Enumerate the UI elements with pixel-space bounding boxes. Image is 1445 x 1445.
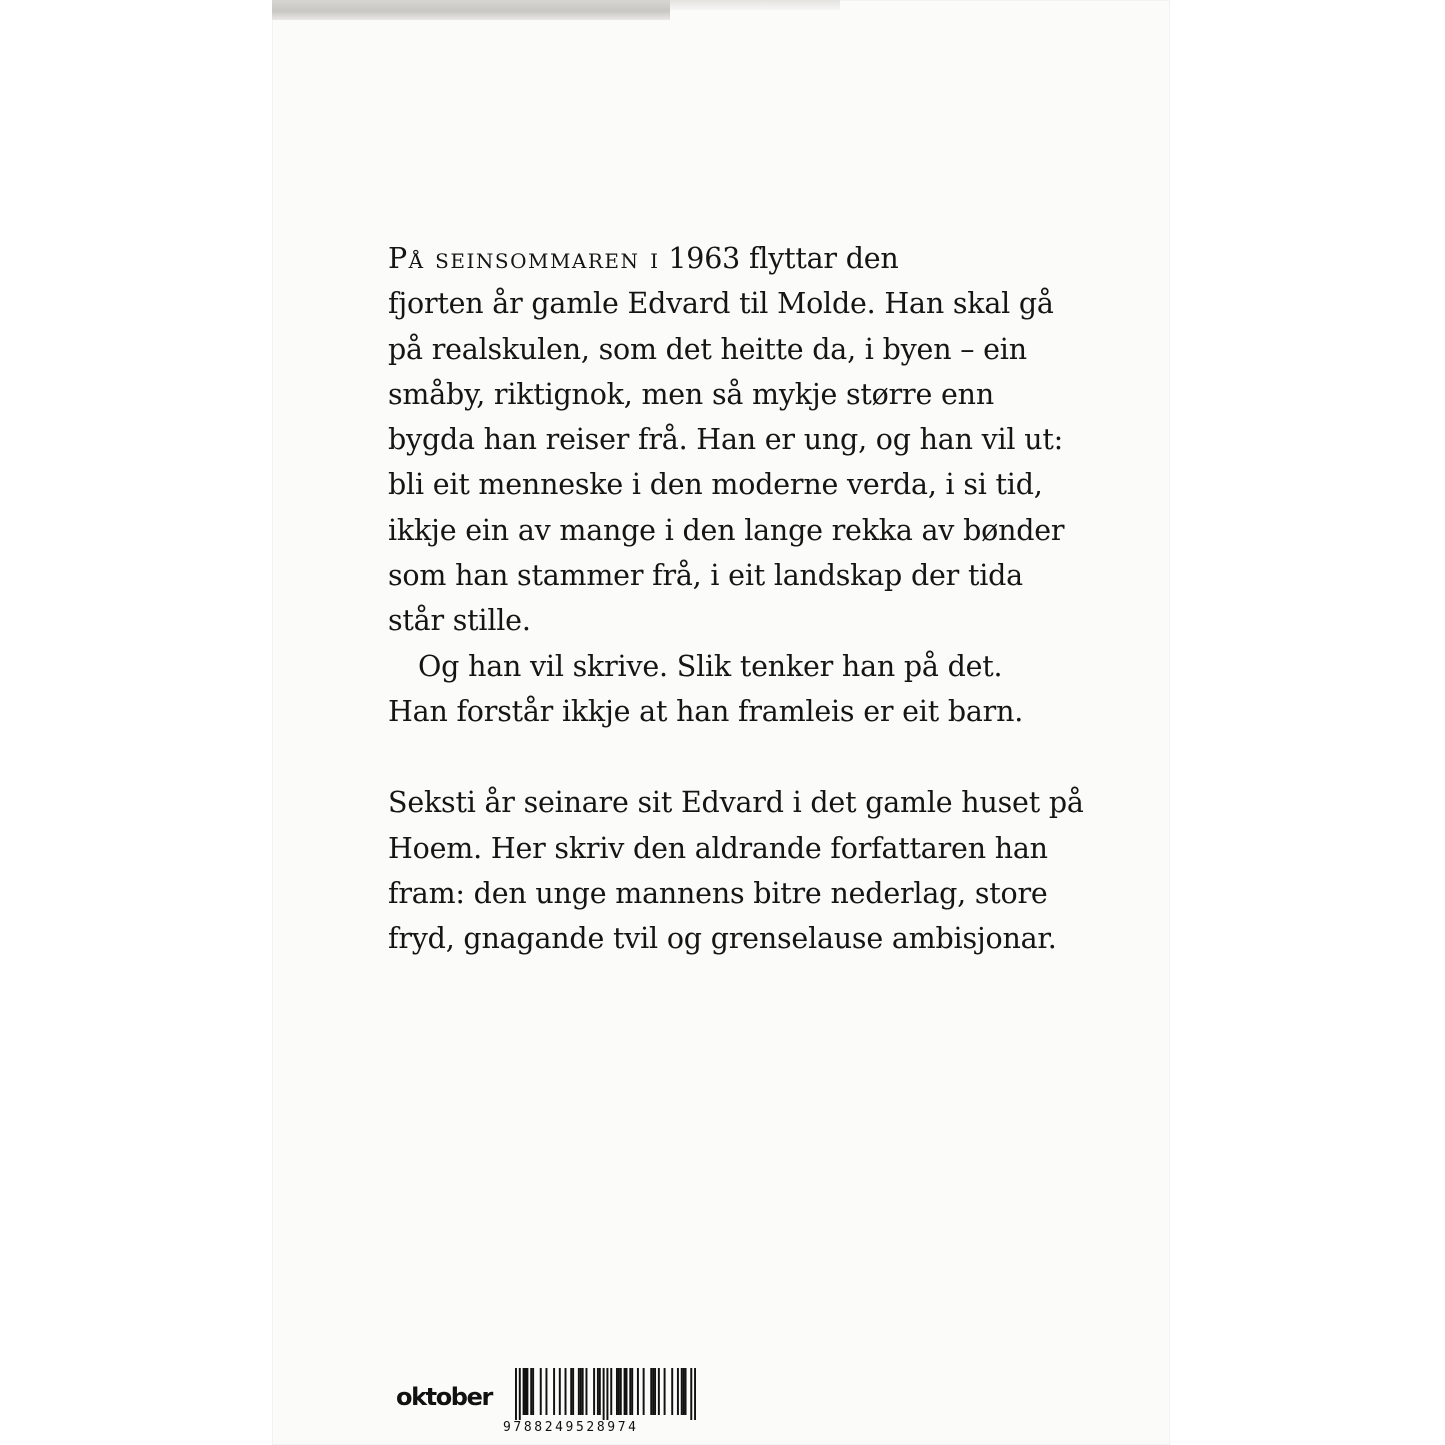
blurb-line: Og han vil skrive. Slik tenker han på det. (418, 649, 1003, 683)
blurb-line: fram: den unge mannens bitre nederlag, store (388, 876, 1048, 910)
blurb-line: som han stammer frå, i eit landskap der tida (388, 559, 1023, 593)
barcode-bar (515, 1368, 517, 1420)
blurb-line: Hoem. Her skriv den aldrande forfattaren han (388, 831, 1048, 865)
barcode-bar (671, 1368, 673, 1415)
barcode-bar (559, 1368, 561, 1415)
blurb-opening-smallcaps: På seinsommaren i (388, 242, 660, 275)
barcode-bar (685, 1368, 687, 1415)
blurb-line: småby, riktignok, men så mykje større enn (388, 377, 994, 411)
barcode-bar (650, 1368, 652, 1415)
publisher-logo: oktober (396, 1383, 492, 1411)
barcode-bar (683, 1368, 685, 1415)
barcode-bar (626, 1368, 628, 1415)
blurb-line: fryd, gnagande tvil og grenselause ambisjonar. (388, 922, 1057, 956)
blurb-line: bli eit menneske i den moderne verda, i si tid, (388, 468, 1043, 502)
barcode-bar (525, 1368, 527, 1415)
barcode-bar (597, 1368, 599, 1415)
isbn-barcode (515, 1368, 696, 1420)
barcode-bar (593, 1368, 595, 1415)
barcode-bar (553, 1368, 555, 1415)
barcode-bar (618, 1368, 620, 1415)
barcode-bar (652, 1368, 654, 1415)
barcode-bar (570, 1368, 572, 1415)
barcode-bar (582, 1368, 584, 1415)
isbn-number: 9788249528974 (503, 1420, 639, 1435)
blurb-line: står stille. (388, 604, 531, 638)
barcode-bar (624, 1368, 626, 1415)
barcode-bar (599, 1368, 601, 1415)
blurb-paragraph-3 (388, 780, 1148, 961)
barcode-bar (690, 1368, 692, 1420)
barcode-bar (681, 1368, 683, 1415)
blurb-text (388, 236, 1148, 961)
barcode-bar (610, 1368, 612, 1415)
scan-edge-shadow-light (670, 0, 840, 10)
barcode-bar (545, 1368, 547, 1415)
paragraph-spacer (388, 734, 1148, 780)
barcode-bar (616, 1368, 618, 1415)
barcode-bar (572, 1368, 574, 1415)
scan-edge-shadow (272, 0, 670, 20)
blurb-line: ikkje ein av mange i den lange rekka av bønder (388, 513, 1065, 547)
blurb-line: Han forstår ikkje at han framleis er eit barn. (388, 694, 1024, 728)
barcode-bar (629, 1368, 631, 1415)
barcode-bar (603, 1368, 605, 1420)
barcode-bar (519, 1368, 521, 1420)
barcode-bar (658, 1368, 660, 1415)
barcode-bar (606, 1368, 608, 1420)
barcode-bar (532, 1368, 534, 1415)
barcode-bar (526, 1368, 528, 1415)
blurb-line: Seksti år seinare sit Edvard i det gamle huset på (388, 786, 1084, 820)
barcode-bar (677, 1368, 679, 1415)
barcode-bar (585, 1368, 587, 1415)
barcode-bar (565, 1368, 567, 1415)
barcode-bar (578, 1368, 580, 1415)
barcode-bar (523, 1368, 525, 1415)
blurb-line: på realskulen, som det heitte da, i byen – ein (388, 332, 1027, 366)
blurb-line: fjorten år gamle Edvard til Molde. Han skal gå (388, 287, 1054, 321)
barcode-bar (530, 1368, 532, 1415)
blurb-paragraph-2 (388, 644, 1148, 735)
barcode-bar (631, 1368, 633, 1415)
blurb-line-1-rest: 1963 flyttar den (668, 242, 899, 275)
blurb-paragraph-1 (388, 236, 1148, 644)
barcode-bar (694, 1368, 696, 1420)
barcode-bar (654, 1368, 656, 1415)
barcode-bar (580, 1368, 582, 1415)
blurb-line (388, 236, 1148, 281)
barcode-bar (620, 1368, 622, 1415)
barcode-bar (637, 1368, 639, 1415)
blurb-line: bygda han reiser frå. Han er ung, og han vil ut: (388, 423, 1064, 457)
barcode-bars (515, 1368, 696, 1420)
barcode-bar (540, 1368, 542, 1415)
barcode-bar (643, 1368, 645, 1415)
barcode-bar (664, 1368, 666, 1415)
